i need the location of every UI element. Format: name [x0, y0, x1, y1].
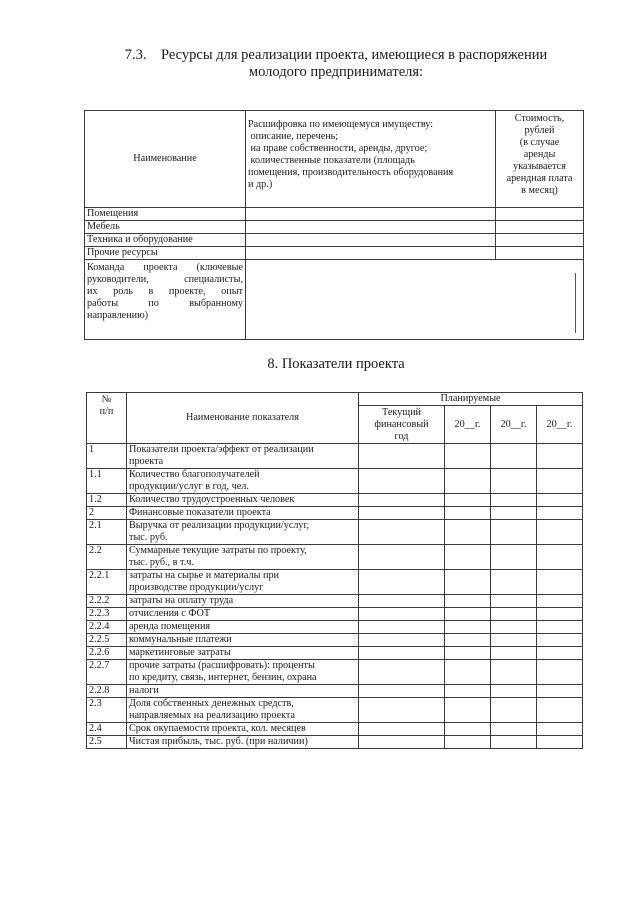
row-indicator-name: [127, 621, 359, 634]
value-cell: [359, 621, 445, 634]
row-indicator-name: [127, 469, 359, 494]
value-cell: [537, 595, 583, 608]
indicators-body: [87, 444, 583, 749]
indicator-line: налоги: [129, 685, 159, 696]
value-cell: [359, 634, 445, 647]
value-cell: [537, 736, 583, 749]
row-indicator-name: [127, 444, 359, 469]
row-number: 2.1: [87, 520, 127, 545]
value-cell: [359, 444, 445, 469]
table-row: Мебель: [85, 221, 584, 234]
value-cell: [537, 647, 583, 660]
section-number: 7.3.: [124, 47, 147, 63]
value-cell: [359, 570, 445, 595]
row-indicator-name: [127, 545, 359, 570]
value-cell: [445, 685, 491, 698]
indicator-line: проекта: [129, 456, 164, 467]
indicator-line: отчисления с ФОТ: [129, 608, 211, 619]
value-cell: [445, 660, 491, 685]
indicator-line: по кредиту, связь, интернет, бензин, охрана: [129, 672, 317, 683]
row-number: 2.3: [87, 698, 127, 723]
value-cell: [359, 736, 445, 749]
header-description: Расшифровка по имеющемуся имуществу: описание, перечень; на праве собственности, аренды, другое; количественные показатели (площадь помещения, производительность оборудования и др.): [246, 111, 496, 208]
indicator-line: Количество благополучателей: [129, 469, 260, 480]
value-cell: [491, 634, 537, 647]
table-row: [87, 647, 583, 660]
header-year-1: 20__г.: [445, 406, 491, 444]
value-cell: [491, 685, 537, 698]
table-row: [87, 723, 583, 736]
row-indicator-name: [127, 520, 359, 545]
table-row: Помещения: [85, 208, 584, 221]
section-title-line2: молодого предпринимателя:: [248, 64, 424, 80]
value-cell: [537, 444, 583, 469]
value-cell: [445, 444, 491, 469]
indicator-line: Суммарные текущие затраты по проекту,: [129, 545, 307, 556]
value-cell: [491, 494, 537, 507]
row-indicator-name: [127, 736, 359, 749]
indicator-line: Количество трудоустроенных человек: [129, 494, 295, 505]
value-cell: [537, 494, 583, 507]
header-year-3: 20__г.: [537, 406, 583, 444]
value-cell: [537, 723, 583, 736]
table-row: [87, 444, 583, 469]
row-indicator-name: [127, 494, 359, 507]
value-cell: [359, 608, 445, 621]
row-number: 1: [87, 444, 127, 469]
row-number: 2.2.1: [87, 570, 127, 595]
value-cell: [537, 698, 583, 723]
value-cell: [359, 520, 445, 545]
row-indicator-name: [127, 685, 359, 698]
row-indicator-name: [127, 698, 359, 723]
value-cell: [537, 507, 583, 520]
row-indicator-name: [127, 608, 359, 621]
value-cell: [537, 660, 583, 685]
value-cell: [445, 494, 491, 507]
indicator-line: производстве продукции/услуг: [129, 582, 264, 593]
header-name: Наименование: [85, 111, 246, 208]
header-cost: Стоимость, рублей (в случае аренды указывается арендная плата в месяц): [496, 111, 584, 208]
value-cell: [359, 660, 445, 685]
row-number: 2.2.7: [87, 660, 127, 685]
value-cell: [445, 507, 491, 520]
row-indicator-name: [127, 660, 359, 685]
row-indicator-name: [127, 634, 359, 647]
value-cell: [445, 647, 491, 660]
table-row: [87, 545, 583, 570]
value-cell: [537, 634, 583, 647]
value-cell: [491, 698, 537, 723]
value-cell: [491, 736, 537, 749]
row-indicator-name: [127, 723, 359, 736]
table-row: [87, 685, 583, 698]
indicator-line: коммунальные платежи: [129, 634, 232, 645]
table-row: [87, 595, 583, 608]
value-cell: [445, 570, 491, 595]
table-row: [87, 634, 583, 647]
row-indicator-name: [127, 570, 359, 595]
value-cell: [359, 469, 445, 494]
indicator-line: тыс. руб.: [129, 532, 168, 543]
indicator-line: направляемых на реализацию проекта: [129, 710, 296, 721]
value-cell: [537, 469, 583, 494]
row-number: 2.4: [87, 723, 127, 736]
value-cell: [537, 685, 583, 698]
value-cell: [359, 507, 445, 520]
value-cell: [537, 520, 583, 545]
indicator-line: Чистая прибыль, тыс. руб. (при наличии): [129, 736, 308, 747]
value-cell: [537, 545, 583, 570]
row-indicator-name: [127, 507, 359, 520]
value-cell: [491, 621, 537, 634]
table-row: [87, 494, 583, 507]
header-number: № п/п: [87, 393, 127, 444]
table-row: [87, 660, 583, 685]
value-cell: [359, 595, 445, 608]
table-row: [87, 621, 583, 634]
indicator-line: Выручка от реализации продукции/услуг,: [129, 520, 310, 531]
indicator-line: аренда помещения: [129, 621, 211, 632]
value-cell: [491, 545, 537, 570]
value-cell: [359, 698, 445, 723]
table-row: [87, 507, 583, 520]
value-cell: [359, 685, 445, 698]
team-description: Команда проекта (ключевые руководители, специалисты, их роль в проекте, опыт работы по выбранному направлению): [85, 260, 246, 340]
value-cell: [359, 545, 445, 570]
table-row: [87, 469, 583, 494]
indicator-line: Показатели проекта/эффект от реализации: [129, 444, 314, 455]
indicator-line: тыс. руб., в т.ч.: [129, 557, 194, 568]
table-row: [87, 520, 583, 545]
header-year-2: 20__г.: [491, 406, 537, 444]
indicator-line: прочие затраты (расшифровать): проценты: [129, 660, 315, 671]
value-cell: [491, 647, 537, 660]
row-number: 2.2.2: [87, 595, 127, 608]
indicator-line: Финансовые показатели проекта: [129, 507, 271, 518]
table-row: [87, 698, 583, 723]
indicator-line: Доля собственных денежных средств,: [129, 698, 294, 709]
value-cell: [491, 608, 537, 621]
indicator-line: маркетинговые затраты: [129, 647, 231, 658]
row-number: 2.2: [87, 545, 127, 570]
value-cell: [445, 736, 491, 749]
value-cell: [445, 698, 491, 723]
table-row: Техника и оборудование: [85, 234, 584, 247]
table-header-row: [87, 393, 583, 406]
indicators-table: [86, 392, 583, 749]
value-cell: [491, 570, 537, 595]
value-cell: [445, 520, 491, 545]
table-header-row: [85, 111, 584, 208]
table-row: [87, 736, 583, 749]
value-cell: [491, 660, 537, 685]
table-row: [87, 608, 583, 621]
indicator-line: затраты на оплату труда: [129, 595, 234, 606]
value-cell: [537, 621, 583, 634]
row-indicator-name: [127, 647, 359, 660]
header-current-year: Текущий финансовый год: [359, 406, 445, 444]
value-cell: [491, 520, 537, 545]
table-row: Прочие ресурсы: [85, 247, 584, 260]
value-cell: [491, 723, 537, 736]
value-cell: [537, 570, 583, 595]
indicator-line: Срок окупаемости проекта, кол. месяцев: [129, 723, 306, 734]
value-cell: [359, 647, 445, 660]
section-title-line1: Ресурсы для реализации проекта, имеющиеся в распоряжении: [160, 47, 548, 63]
value-cell: [445, 595, 491, 608]
value-cell: [491, 507, 537, 520]
team-row: [85, 260, 584, 340]
indicator-line: затраты на сырье и материалы при: [129, 570, 279, 581]
value-cell: [491, 595, 537, 608]
value-cell: [445, 621, 491, 634]
row-number: 2.5: [87, 736, 127, 749]
value-cell: [491, 469, 537, 494]
row-number: 1.1: [87, 469, 127, 494]
header-planned: Планируемые: [359, 393, 583, 406]
table-row: [87, 570, 583, 595]
team-value-cell: [246, 260, 584, 340]
row-indicator-name: [127, 595, 359, 608]
indicator-line: продукции/услуг в год, чел.: [129, 481, 249, 492]
value-cell: [445, 469, 491, 494]
row-number: 2.2.3: [87, 608, 127, 621]
value-cell: [445, 723, 491, 736]
row-number: 2.2.6: [87, 647, 127, 660]
resources-table: [84, 110, 584, 340]
value-cell: [359, 723, 445, 736]
value-cell: [359, 494, 445, 507]
value-cell: [445, 634, 491, 647]
row-number: 1.2: [87, 494, 127, 507]
row-number: 2.2.4: [87, 621, 127, 634]
value-cell: [445, 545, 491, 570]
value-cell: [491, 444, 537, 469]
section-7-3-heading: [86, 47, 586, 81]
section-8-heading: 8. Показатели проекта: [267, 356, 405, 372]
row-number: 2: [87, 507, 127, 520]
header-indicator-name: Наименование показателя: [127, 393, 359, 444]
row-number: 2.2.8: [87, 685, 127, 698]
value-cell: [537, 608, 583, 621]
row-number: 2.2.5: [87, 634, 127, 647]
vertical-mark: [575, 273, 576, 333]
value-cell: [445, 608, 491, 621]
